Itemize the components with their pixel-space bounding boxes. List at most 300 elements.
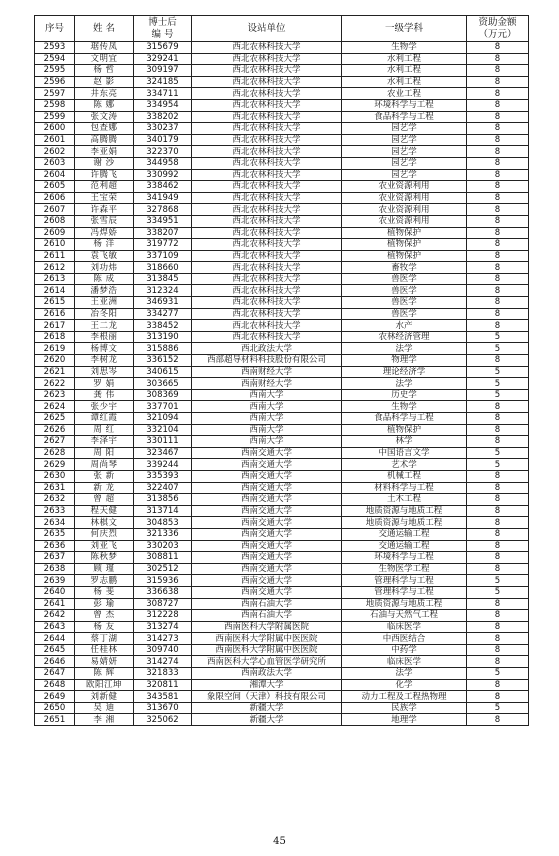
table-row [35,598,529,610]
cell-name: 刘亚飞 [75,540,134,552]
cell-unit: 西部超导材料科技股份有限公司 [192,355,342,367]
cell-name: 张少宇 [75,401,134,413]
page-number: 45 [273,836,286,847]
table-row [35,204,529,216]
cell-no: 2611 [35,250,75,262]
cell-unit: 象限空间（天津）科技有限公司 [192,691,342,703]
cell-code: 313190 [134,331,192,343]
cell-name: 王二龙 [75,320,134,332]
table-row [35,401,529,413]
table-row [35,76,529,88]
cell-code: 312228 [134,610,192,622]
table-row [35,53,529,65]
cell-discipline: 园艺学 [342,134,467,146]
cell-amount: 8 [467,99,529,111]
cell-unit: 西南政法大学 [192,668,342,680]
cell-amount: 8 [467,262,529,274]
cell-no: 2622 [35,378,75,390]
table-row [35,621,529,633]
cell-discipline: 地质资源与地质工程 [342,598,467,610]
cell-no: 2595 [35,65,75,77]
cell-name: 李树龙 [75,355,134,367]
cell-discipline: 食品科学与工程 [342,413,467,425]
table-row [35,668,529,680]
cell-name: 程天健 [75,505,134,517]
cell-code: 323467 [134,447,192,459]
cell-unit: 西北农林科技大学 [192,239,342,251]
cell-amount: 8 [467,192,529,204]
cell-name: 陈秋梦 [75,552,134,564]
cell-amount: 8 [467,320,529,332]
cell-unit: 西南交通大学 [192,505,342,517]
table-row [35,355,529,367]
cell-code: 309740 [134,644,192,656]
cell-no: 2628 [35,447,75,459]
cell-unit: 西南交通大学 [192,586,342,598]
cell-unit: 西北农林科技大学 [192,262,342,274]
cell-amount: 8 [467,598,529,610]
cell-unit: 西北农林科技大学 [192,123,342,135]
cell-unit: 西北农林科技大学 [192,76,342,88]
cell-no: 2604 [35,169,75,181]
table-row [35,273,529,285]
cell-discipline: 农业工程 [342,88,467,100]
table-row [35,540,529,552]
cell-discipline: 临床医学 [342,621,467,633]
cell-name: 顾 瑾 [75,563,134,575]
cell-code: 322407 [134,482,192,494]
table-row [35,494,529,506]
table-row [35,436,529,448]
cell-code: 332104 [134,424,192,436]
table-row [35,227,529,239]
cell-discipline: 水利工程 [342,53,467,65]
cell-unit: 新疆大学 [192,702,342,714]
table-body [35,42,529,726]
cell-discipline: 艺术学 [342,459,467,471]
cell-code: 315679 [134,42,192,54]
cell-unit: 西南石油大学 [192,598,342,610]
table-row [35,99,529,111]
table-row [35,378,529,390]
cell-no: 2619 [35,343,75,355]
cell-code: 315886 [134,343,192,355]
table-row [35,656,529,668]
cell-unit: 西北农林科技大学 [192,65,342,77]
cell-unit: 西北农林科技大学 [192,320,342,332]
cell-code: 313714 [134,505,192,517]
cell-amount: 8 [467,621,529,633]
cell-unit: 西南交通大学 [192,552,342,564]
cell-no: 2615 [35,297,75,309]
cell-amount: 8 [467,169,529,181]
table-row [35,563,529,575]
table-row [35,389,529,401]
table-row [35,459,529,471]
cell-unit: 西北政法大学 [192,343,342,355]
cell-no: 2613 [35,273,75,285]
cell-code: 334277 [134,308,192,320]
cell-name: 曾 超 [75,494,134,506]
cell-discipline: 农林经济管理 [342,331,467,343]
cell-code: 321336 [134,528,192,540]
cell-amount: 5 [467,331,529,343]
funding-table [34,15,529,726]
cell-amount: 5 [467,702,529,714]
cell-discipline: 园艺学 [342,169,467,181]
cell-name: 井东亮 [75,88,134,100]
cell-amount: 8 [467,436,529,448]
cell-name: 张文涛 [75,111,134,123]
cell-no: 2624 [35,401,75,413]
table-row [35,575,529,587]
table-header-row [35,16,529,42]
cell-code: 313845 [134,273,192,285]
cell-unit: 西南交通大学 [192,482,342,494]
cell-unit: 西南交通大学 [192,517,342,529]
cell-no: 2601 [35,134,75,146]
cell-amount: 8 [467,563,529,575]
cell-name: 范利超 [75,181,134,193]
cell-name: 林棋文 [75,517,134,529]
cell-discipline: 兽医学 [342,285,467,297]
cell-amount: 8 [467,215,529,227]
cell-discipline: 环境科学与工程 [342,552,467,564]
cell-unit: 西南交通大学 [192,494,342,506]
cell-discipline: 农业资源利用 [342,181,467,193]
cell-amount: 8 [467,355,529,367]
cell-no: 2605 [35,181,75,193]
cell-discipline: 园艺学 [342,157,467,169]
table-row [35,424,529,436]
cell-name: 冶冬阳 [75,308,134,320]
cell-code: 338202 [134,111,192,123]
cell-amount: 8 [467,227,529,239]
cell-name: 欧阳江坤 [75,679,134,691]
cell-discipline: 生物医学工程 [342,563,467,575]
cell-unit: 西北农林科技大学 [192,285,342,297]
cell-code: 338452 [134,320,192,332]
header-code: 博士后 编 号 [134,16,192,42]
cell-amount: 8 [467,424,529,436]
cell-amount: 8 [467,413,529,425]
cell-amount: 5 [467,586,529,598]
cell-unit: 西北农林科技大学 [192,308,342,320]
cell-no: 2606 [35,192,75,204]
cell-unit: 西北农林科技大学 [192,215,342,227]
cell-unit: 西北农林科技大学 [192,169,342,181]
cell-unit: 西南交通大学 [192,528,342,540]
cell-unit: 西北农林科技大学 [192,88,342,100]
cell-unit: 西北农林科技大学 [192,134,342,146]
cell-code: 344958 [134,157,192,169]
table-row [35,285,529,297]
table-row [35,331,529,343]
cell-no: 2599 [35,111,75,123]
cell-code: 304853 [134,517,192,529]
cell-code: 321833 [134,668,192,680]
cell-name: 刘新健 [75,691,134,703]
table-row [35,413,529,425]
table-row [35,250,529,262]
cell-name: 杨 洋 [75,239,134,251]
cell-no: 2597 [35,88,75,100]
cell-name: 罗志鹏 [75,575,134,587]
cell-name: 陈 辉 [75,668,134,680]
cell-no: 2629 [35,459,75,471]
cell-code: 313274 [134,621,192,633]
table-row [35,42,529,54]
cell-name: 杨 斐 [75,586,134,598]
cell-code: 337701 [134,401,192,413]
cell-name: 王亚洲 [75,297,134,309]
cell-code: 313670 [134,702,192,714]
cell-discipline: 水产 [342,320,467,332]
cell-no: 2651 [35,714,75,726]
cell-code: 313856 [134,494,192,506]
cell-unit: 西北农林科技大学 [192,297,342,309]
cell-name: 易婧妍 [75,656,134,668]
cell-code: 327868 [134,204,192,216]
cell-discipline: 园艺学 [342,123,467,135]
cell-discipline: 地质资源与地质工程 [342,517,467,529]
cell-discipline: 地质资源与地质工程 [342,505,467,517]
cell-no: 2643 [35,621,75,633]
cell-name: 曾 杰 [75,610,134,622]
cell-code: 330992 [134,169,192,181]
cell-unit: 新疆大学 [192,714,342,726]
cell-amount: 5 [467,343,529,355]
cell-code: 319772 [134,239,192,251]
cell-discipline: 生物学 [342,401,467,413]
cell-no: 2649 [35,691,75,703]
cell-unit: 西北农林科技大学 [192,111,342,123]
cell-name: 陈 成 [75,273,134,285]
cell-discipline: 农业资源利用 [342,215,467,227]
cell-discipline: 临床医学 [342,656,467,668]
cell-no: 2593 [35,42,75,54]
cell-discipline: 林学 [342,436,467,448]
cell-no: 2648 [35,679,75,691]
cell-amount: 5 [467,389,529,401]
cell-name: 罗 娟 [75,378,134,390]
cell-discipline: 生物学 [342,42,467,54]
cell-discipline: 兽医学 [342,308,467,320]
cell-amount: 8 [467,111,529,123]
cell-name: 琚传凤 [75,42,134,54]
cell-unit: 西南大学 [192,436,342,448]
table-row [35,702,529,714]
cell-amount: 8 [467,691,529,703]
table-row [35,157,529,169]
table-row [35,633,529,645]
cell-discipline: 石油与天然气工程 [342,610,467,622]
table-row [35,308,529,320]
cell-unit: 西南大学 [192,413,342,425]
cell-amount: 8 [467,679,529,691]
cell-unit: 湘潭大学 [192,679,342,691]
cell-unit: 西南交通大学 [192,459,342,471]
cell-discipline: 兽医学 [342,273,467,285]
table-row [35,517,529,529]
cell-code: 329241 [134,53,192,65]
table-row [35,239,529,251]
cell-code: 330203 [134,540,192,552]
cell-amount: 8 [467,308,529,320]
cell-name: 周 阳 [75,447,134,459]
cell-unit: 西南交通大学 [192,575,342,587]
cell-code: 340615 [134,366,192,378]
cell-no: 2636 [35,540,75,552]
cell-unit: 西北农林科技大学 [192,331,342,343]
table-row [35,320,529,332]
cell-no: 2626 [35,424,75,436]
cell-code: 308727 [134,598,192,610]
cell-unit: 西南医科大学附属中医医院 [192,644,342,656]
cell-name: 新 龙 [75,482,134,494]
cell-unit: 西南医科大学附属医院 [192,621,342,633]
table-row [35,644,529,656]
cell-amount: 8 [467,482,529,494]
cell-discipline: 植物保护 [342,250,467,262]
cell-unit: 西南交通大学 [192,470,342,482]
cell-no: 2641 [35,598,75,610]
cell-name: 袁飞敏 [75,250,134,262]
cell-code: 341949 [134,192,192,204]
cell-code: 340179 [134,134,192,146]
cell-code: 309197 [134,65,192,77]
cell-amount: 8 [467,250,529,262]
cell-amount: 8 [467,528,529,540]
cell-amount: 8 [467,470,529,482]
cell-amount: 8 [467,610,529,622]
cell-discipline: 民族学 [342,702,467,714]
cell-unit: 西北农林科技大学 [192,157,342,169]
cell-code: 335393 [134,470,192,482]
cell-name: 任桂林 [75,644,134,656]
table-row [35,169,529,181]
cell-amount: 8 [467,656,529,668]
cell-discipline: 园艺学 [342,146,467,158]
cell-code: 318660 [134,262,192,274]
cell-amount: 8 [467,157,529,169]
cell-no: 2627 [35,436,75,448]
table-row [35,366,529,378]
cell-unit: 西南大学 [192,401,342,413]
cell-no: 2614 [35,285,75,297]
cell-no: 2644 [35,633,75,645]
cell-unit: 西北农林科技大学 [192,99,342,111]
header-name: 姓 名 [75,16,134,42]
cell-name: 赵 影 [75,76,134,88]
cell-no: 2603 [35,157,75,169]
cell-unit: 西南医科大学附属中医医院 [192,633,342,645]
cell-unit: 西北农林科技大学 [192,53,342,65]
cell-discipline: 材料科学与工程 [342,482,467,494]
cell-no: 2617 [35,320,75,332]
cell-discipline: 交通运输工程 [342,528,467,540]
cell-code: 339244 [134,459,192,471]
cell-name: 张雪辰 [75,215,134,227]
cell-no: 2642 [35,610,75,622]
cell-no: 2647 [35,668,75,680]
cell-amount: 8 [467,273,529,285]
cell-amount: 8 [467,494,529,506]
cell-name: 蔡丁湖 [75,633,134,645]
cell-code: 312324 [134,285,192,297]
cell-discipline: 中药学 [342,644,467,656]
cell-no: 2607 [35,204,75,216]
cell-code: 334711 [134,88,192,100]
cell-discipline: 中西医结合 [342,633,467,645]
cell-unit: 西北农林科技大学 [192,192,342,204]
table-row [35,343,529,355]
table-row [35,88,529,100]
table-row [35,181,529,193]
cell-unit: 西北农林科技大学 [192,250,342,262]
table-row [35,134,529,146]
cell-no: 2610 [35,239,75,251]
cell-discipline: 食品科学与工程 [342,111,467,123]
cell-amount: 8 [467,88,529,100]
cell-discipline: 历史学 [342,389,467,401]
cell-amount: 8 [467,76,529,88]
cell-name: 冯焊娇 [75,227,134,239]
cell-no: 2621 [35,366,75,378]
cell-code: 325062 [134,714,192,726]
cell-amount: 8 [467,181,529,193]
cell-code: 321094 [134,413,192,425]
table-row [35,192,529,204]
cell-code: 303665 [134,378,192,390]
cell-unit: 西北农林科技大学 [192,42,342,54]
cell-code: 330237 [134,123,192,135]
table-row [35,111,529,123]
header-no: 序号 [35,16,75,42]
table-row [35,146,529,158]
cell-unit: 西北农林科技大学 [192,204,342,216]
cell-no: 2608 [35,215,75,227]
cell-name: 文明宜 [75,53,134,65]
cell-name: 高腾腾 [75,134,134,146]
cell-code: 322370 [134,146,192,158]
cell-amount: 5 [467,447,529,459]
table-row [35,447,529,459]
cell-code: 336638 [134,586,192,598]
cell-no: 2634 [35,517,75,529]
cell-amount: 8 [467,540,529,552]
cell-unit: 西南交通大学 [192,447,342,459]
cell-no: 2631 [35,482,75,494]
cell-no: 2596 [35,76,75,88]
cell-discipline: 地理学 [342,714,467,726]
cell-amount: 8 [467,401,529,413]
cell-no: 2646 [35,656,75,668]
cell-name: 王宝荣 [75,192,134,204]
cell-name: 刘功炜 [75,262,134,274]
cell-name: 许腾飞 [75,169,134,181]
cell-no: 2612 [35,262,75,274]
cell-name: 陈 娜 [75,99,134,111]
cell-code: 330111 [134,436,192,448]
cell-discipline: 兽医学 [342,297,467,309]
table-row [35,610,529,622]
cell-amount: 5 [467,668,529,680]
cell-code: 324185 [134,76,192,88]
cell-no: 2598 [35,99,75,111]
header-unit: 设站单位 [192,16,342,42]
table-row [35,691,529,703]
